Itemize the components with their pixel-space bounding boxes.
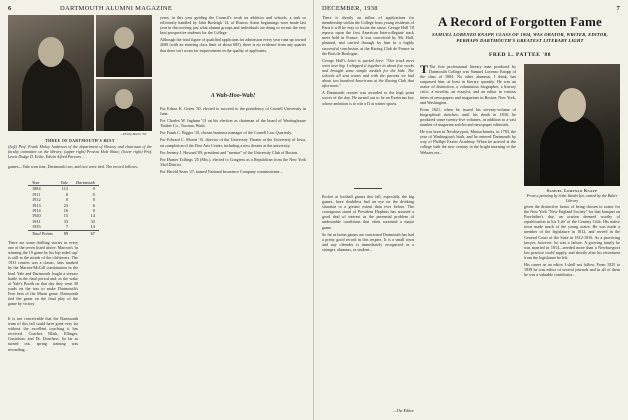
game-record-table [28, 180, 99, 236]
article-col-a [420, 64, 516, 416]
photo-anderson [8, 15, 94, 131]
paragraph: For Homer Tollings '25 (Mrs.), elected to Congress as a Republican from the New York 33rd District. [160, 156, 306, 167]
table-cell: 1935 [32, 224, 41, 230]
paragraph: For Frank C. Bigger '10, chosen business manager of the Cornell Law Quarterly. [160, 130, 293, 136]
table-cell: 0 [65, 197, 68, 203]
paragraph: A Dartmouth rooster was awarded to the high point scorer of the day. He turned out to be an Exeterian boy whose ambition is to win a D at winter sports. [322, 90, 414, 106]
paragraph: There is shortly an influx of applications for membership within the College from young residents of Paris it will be easy to locate the cause. George Hall '18 reports upon the first American Intercollegiate track meet held in France. It was conceived by Mr. Hall, planned, and carried through by him in a highly successful conclusion, at the Racing Club de France in the Bois de Boulogne. [322, 15, 414, 56]
paragraph: For Edward C. Moren '15, director of the University Theater at the University of Iowa, on completion of the Fine Arts Center, including a new theater at the university. [160, 137, 306, 148]
running-head: DARTMOUTH ALUMNI MAGAZINE [60, 5, 173, 12]
portrait-caption [524, 188, 620, 203]
table-cell: 0 [92, 208, 95, 214]
article-title: A Record of Forgotten Fame [437, 14, 603, 29]
paragraph: Pocket at football games this fall, especially the big games, have doubtless had an eye on the drinking situation to a greater extent than ever before. The courageous stand of President Hopkins has aroused a good deal of interest in the perennial problem of undesirable conditions that often surround a major game. [322, 194, 414, 230]
paragraph: Although the total figure of qualified applicants for admission every year runs up toward 2000 (with an entering class limit of about 685), there is no evidence from any quarter that there isn't room for improvement in the quality of applicants. [160, 37, 306, 53]
paragraph: So far as home games are concerned Dartmouth has had a pretty good record in this respect. It is a small town and any offender is immediately recognized as a stranger, alumnus, or student... [322, 231, 414, 252]
table-cell: 1920 [32, 213, 41, 219]
table-cell: 14 [90, 213, 95, 219]
section-heading: A Wah-Hoo-Wah! [210, 93, 256, 99]
paragraph: For Edson K. Green '30, elected to succeed to the presidency of Cornell University in June. [160, 106, 306, 117]
right-page [314, 0, 628, 420]
wah-hoo-wah-heading [160, 92, 306, 104]
editor-signoff: —The Editor [392, 408, 414, 413]
table-cell: 1914 [32, 208, 41, 214]
caption-title: THREE OF DARTMOUTH'S BEST [45, 139, 115, 143]
table-cell: 15 [63, 213, 68, 219]
portrait-caption-body: From a painting by John Vanderlyn, owned by the Baker Library [526, 193, 618, 203]
table-cell: 67 [72, 230, 99, 236]
table-cell: 14 [90, 224, 95, 230]
table-header: Year [28, 180, 57, 186]
right-col1-top [322, 15, 414, 185]
table-header: Dartmouth [72, 180, 99, 186]
record-intro: games—Yale won four, Dartmouth two, and two were tied. The record follows: [8, 164, 139, 169]
photo-caption [8, 139, 152, 159]
table-cell: 1884 [32, 186, 41, 192]
divider [354, 188, 382, 189]
table-cell: 1911 [32, 191, 41, 197]
paragraph: T The first professional literary man produced by Dartmouth College was Samuel Lorenzo Knapp of the class of 1804. No other alumnus, I think, has surpassed him, at least in literary quantity. He was an orator of distinction, a voluminous biographer, a literary critic, a novelist, an essayist, and an editor in various times of newspapers and magazines in Boston, New York, and Washington. [420, 64, 516, 105]
article-byline: FRED L. PATTEE '88 [488, 52, 552, 58]
table-cell: 89 [57, 230, 72, 236]
page-number: 6 [8, 5, 12, 12]
paragraph: His career as an editor I shall not follow. From 1825 to 1838 he was editor of several journals and in all of them he was a valuable contributor... [524, 262, 620, 278]
table-total-row [28, 230, 99, 236]
table-cell: 0 [92, 191, 95, 197]
page-number: 7 [616, 5, 620, 12]
table-cell: 16 [63, 208, 68, 214]
table-cell: 33 [63, 218, 68, 224]
table-cell: 33 [90, 218, 95, 224]
paragraph: There are some thrilling stories in every one of the seven listed above. Maroon's 'in winning the 19 game by his lop-sided cap' is still in the minds of the old-timers. The 1931 contest was a classic, fans marked by the Marton-McGill combination in the lead. Yale and Dartmouth fought a seesaw battle in the final period and, in the wake of Yale's Booth on that day they went 30 yards on the toss to make Dartmouth's Fear beat of the Marin game. Dartmouth tied the game on the final play of the game by victory. [8, 240, 78, 307]
caption-body: (Left) Prof. Frank Maloy Anderson of the department of History and chairman of the faculty committee on the library; (upper right) Provost Hale Shaw; (lower right) Prof. Lewis Dodge D. Erthe, Edwin Alfred Parsons... [8, 144, 152, 159]
running-date: DECEMBER, 1938 [322, 5, 378, 12]
table-cell: Total Points [28, 230, 57, 236]
table-cell: 0 [92, 186, 95, 192]
table-cell: 113 [61, 186, 68, 192]
table-header-row [28, 180, 99, 186]
photo-shaw [96, 15, 152, 77]
portrait-caption-title: Samuel Lorenzo Knapp [546, 188, 598, 193]
paragraph: From 1821, when he issued his seventy-volume of biographical sketches, until his death in 1838, he produced some twenty-five volumes, in addition to a vast number of magazine articles and newspaper editorials. [420, 106, 516, 128]
paragraph: It is not conceivable that the Dartmouth team of this fall could have gone very far without the excellent coaching it has received. Coaches Blaik, Ellinger, Gustafson, and Dr. Donchess. So far as turned out, spring training was rewarding... [8, 316, 78, 352]
paragraph: George Hall's letter is quoted here: "Our track meet went over big. I whipped it together in about five weeks and brought some simple medals for the kids. The schools all sent teams and with the parents we had about two hundred Americans at the Racing Club that afternoon." [322, 57, 414, 89]
table-header: Yale [57, 180, 72, 186]
photo-erthe [96, 79, 152, 131]
article-col-b [524, 204, 620, 416]
right-col1-bottom [322, 194, 414, 406]
paragraph: given the distinctive honor of being chosen to orator for the New York "New England Society" for that banquet on Forefather's day, an oration deemed worthy of republication in his 'Life' of the Century Club. His native town made much of the young orator. He was made a member of the legislature in 1812, and served in the General Court of the State in 1812-1816. As a practicing lawyer, however, he was a failure. A growing family he was married in 1814—needed more than a Newburyport law practice could supply, and shortly after his retirement from the legislature he left. [524, 204, 620, 260]
table-cell: 0 [65, 191, 68, 197]
table-cell: 1931 [32, 218, 41, 224]
table-cell: 0 [92, 197, 95, 203]
left-col2-top [160, 15, 306, 89]
photo-credit: —Philip Booth '50. [120, 132, 147, 136]
table-cell: 1913 [32, 202, 41, 208]
knapp-portrait [524, 64, 620, 186]
paragraph: For Charles W. Ingham '13 on his election as chairman of the board of Westinghouse Timber Co., Tacoma, Wash. [160, 118, 306, 129]
table-cell: 7 [65, 224, 68, 230]
table-cell: 23 [63, 202, 68, 208]
left-col1-story [8, 240, 78, 312]
article-subtitle: SAMUEL LORENZO KNAPP, CLASS OF 1804, WAS ORATOR, WRITER, EDITOR, PERHAPS DARTMOUTH'S GREATEST LITERARY LIGHT [432, 32, 608, 43]
left-col1-coaching [8, 316, 78, 416]
paragraph: He was born in Newburyport, Massachusetts, in 1783, the year of Washington's birth, and he entered Dartmouth by way of Phillips Exeter Academy. When he arrived at the college with the new century in the bright morning of the Webster era... [420, 129, 516, 155]
paragraph: years, in this year guiding the Council's work on athletics and schools, a task so efficiently handled by John Burleigh '14, of Boston. Some beginnings were made last year in discovering just what alumni groups and individuals are doing to recruit the very best prospective students for the College. [160, 15, 306, 36]
table-cell: 6 [92, 202, 95, 208]
paragraph: For Harold Sears '27, named National Insurance Company commissioner... [160, 168, 283, 174]
table-cell: 1912 [32, 197, 41, 203]
paragraph: For Jeremy J. Howard '09, president and "mentor" of the University Club of Boston. [160, 149, 299, 155]
left-col2-honors [160, 106, 306, 416]
